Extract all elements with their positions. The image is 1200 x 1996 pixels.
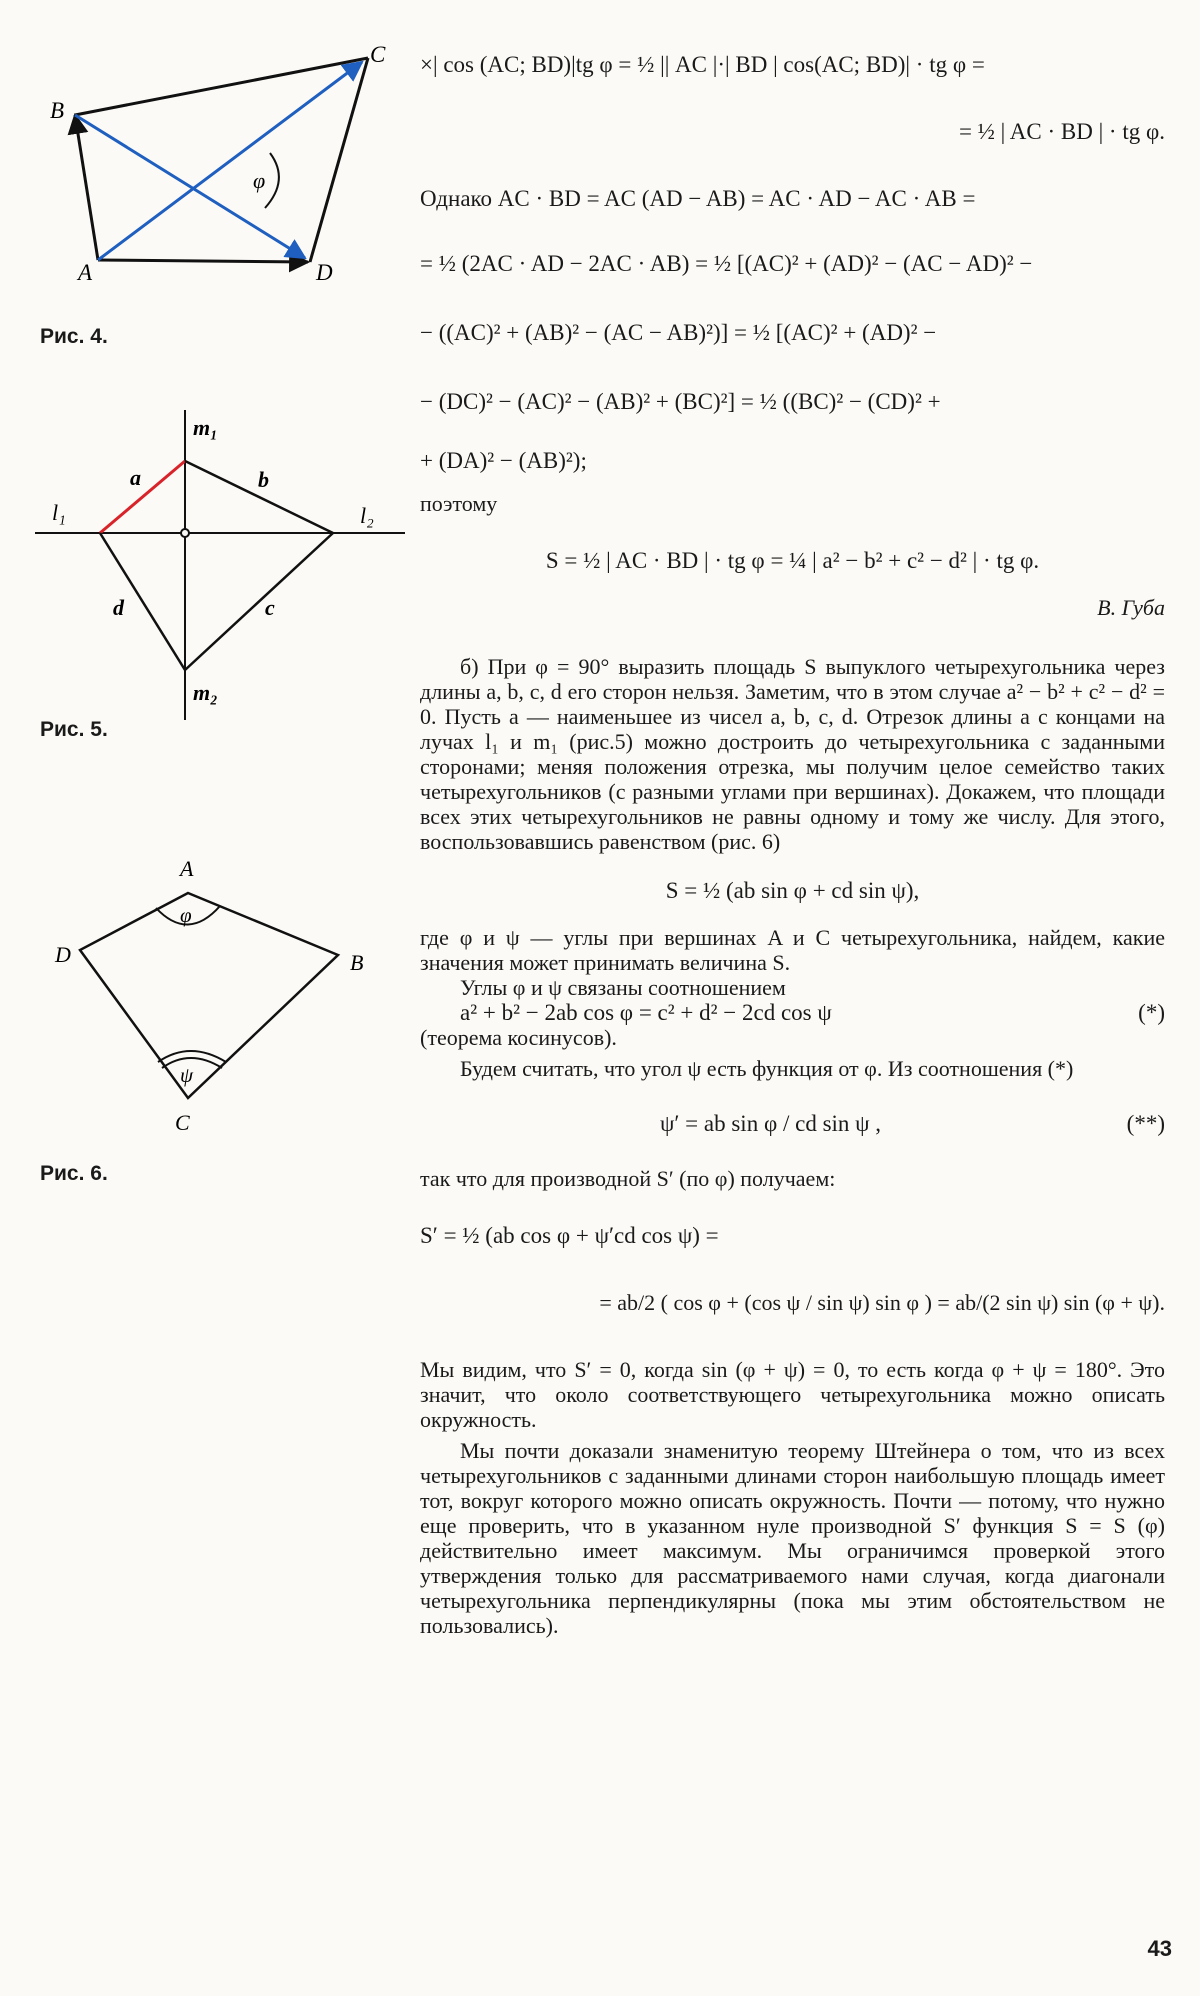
equation-11-tag: (**): [1126, 1111, 1165, 1136]
figure-4: [40, 40, 400, 290]
paragraph-1: б) При φ = 90° выразить площадь S выпуклого четырехугольника через длины a, b, c, d его сторон нельзя. Заметим, что в этом случае a² − b² + c² − d² = 0. Пусть a — наименьшее из чисел a, b, c, d. Отрезок длины a с концами на лучах l₁ и m₁ (рис.5) можно достроить до четырехугольника с заданными сторонами; меняя положения отрезка, мы получим целое семейство таких четырехугольников (с разными углами при вершинах). Докажем, что площади всех этих четырехугольников не равны одному и тому же числу. Для этого, воспользовавшись равенством (рис. 6): [420, 654, 1165, 854]
label-c: C: [175, 1110, 190, 1135]
equation-7: + (DA)² − (AB)²);: [420, 448, 587, 473]
equation-9: S = ½ (ab sin φ + cd sin ψ),: [665, 878, 920, 903]
side-ab: [75, 115, 98, 260]
label-m2: m₂: [193, 680, 218, 705]
label-d: D: [316, 260, 333, 285]
equation-10: a² + b² − 2ab cos φ = c² + d² − 2cd cos ψ: [460, 1000, 832, 1025]
segment-c: [185, 533, 333, 670]
figure-6: [50, 850, 390, 1140]
angle-label: φ: [253, 168, 266, 193]
label-l1: l₁: [52, 500, 66, 525]
paragraph-2: где φ и ψ — углы при вершинах A и C четырехугольника, найдем, какие значения может принимать величина S.: [420, 925, 1165, 975]
main-text: [420, 40, 1165, 1638]
segment-a: [100, 461, 185, 533]
author: В. Губа: [1097, 595, 1165, 620]
origin-point: [181, 529, 189, 537]
equation-3: Однако AC · BD = AC (AD − AB) = AC · AD − AC · AB =: [420, 186, 976, 211]
figure-5-caption: Рис. 5.: [40, 718, 108, 741]
label-b: b: [258, 467, 269, 492]
quadrilateral: [80, 893, 338, 1098]
equation-11: ψ′ = ab sin φ / cd sin ψ ,: [660, 1111, 882, 1136]
side-cd: [310, 58, 368, 262]
equation-11-row: [420, 1111, 1165, 1136]
paragraph-5: Будем считать, что угол ψ есть функция от φ. Из соотношения (*): [460, 1056, 1074, 1081]
side-bc: [75, 58, 368, 115]
equation-13: = ab/2 ( cos φ + (cos ψ / sin ψ) sin φ ) = ab/(2 sin ψ) sin (φ + ψ).: [599, 1290, 1165, 1315]
equation-2: = ½ | AC · BD | · tg φ.: [958, 119, 1165, 144]
label-d: D: [55, 942, 71, 967]
label-a: a: [130, 465, 141, 490]
label-psi: ψ: [180, 1063, 194, 1087]
equation-5: − ((AC)² + (AB)² − (AC − AB)²)] = ½ [(AC)² + (AD)² −: [420, 320, 937, 345]
label-l2: l₂: [360, 503, 374, 528]
equation-6: − (DC)² − (AC)² − (AB)² + (BC)²] = ½ ((BC)² − (CD)² +: [420, 389, 941, 414]
equation-1: ×| cos (AC; BD)|tg φ = ½ || AC |·| BD | cos(AC; BD)| · tg φ =: [420, 52, 985, 77]
figure-6-caption: Рис. 6.: [40, 1162, 108, 1185]
paragraph-7: Мы видим, что S′ = 0, когда sin (φ + ψ) = 0, то есть когда φ + ψ = 180°. Это значит, что около соответствующего четырехугольника можно описать окружность.: [420, 1357, 1165, 1432]
therefore-word: поэтому: [420, 491, 498, 516]
paragraph-3: Углы φ и ψ связаны соотношением: [460, 975, 786, 1000]
label-c: C: [370, 42, 386, 67]
label-m1: m₁: [193, 415, 218, 440]
paragraph-6: так что для производной S′ (по φ) получаем:: [420, 1166, 836, 1191]
diagonal-ac: [98, 62, 362, 260]
angle-arc: [265, 153, 279, 208]
paragraph-4: (теорема косинусов).: [420, 1025, 617, 1050]
label-b: B: [50, 98, 65, 123]
page-number: 43: [1147, 1936, 1172, 1961]
paragraph-8: Мы почти доказали знаменитую теорему Штейнера о том, что из всех четырехугольников с заданными длинами сторон наибольшую площадь имеет тот, вокруг которого можно описать окружность. Почти — потому, что нужно еще проверить, что в указанном нуле производной S′ функция S = S (φ) действительно имеет максимум. Мы ограничимся проверкой этого утверждения только для рассматриваемого нами случая, когда диагонали четырехугольника перпендикулярны (пока мы этим обстоятельством не пользовались).: [420, 1438, 1165, 1638]
label-b: B: [350, 950, 364, 975]
figure-4-caption: Рис. 4.: [40, 325, 108, 348]
label-a: A: [78, 260, 93, 285]
side-ad: [98, 260, 308, 262]
equation-4: = ½ (2AC · AD − 2AC · AB) = ½ [(AC)² + (AD)² − (AC − AD)² −: [420, 251, 1033, 276]
label-phi: φ: [180, 903, 192, 927]
equation-10-row: [420, 1000, 1165, 1025]
label-a: A: [180, 856, 194, 881]
equation-8: S = ½ | AC · BD | · tg φ = ¼ | a² − b² + c² − d² | · tg φ.: [545, 548, 1040, 573]
label-c: c: [265, 595, 275, 620]
equation-10-tag: (*): [1138, 1000, 1165, 1025]
label-d: d: [113, 595, 124, 620]
angle-psi-arc-outer: [158, 1051, 226, 1062]
figure-5: [30, 405, 410, 725]
equation-12: S′ = ½ (ab cos φ + ψ′cd cos ψ) =: [420, 1223, 719, 1248]
diagonal-bd: [75, 115, 305, 258]
